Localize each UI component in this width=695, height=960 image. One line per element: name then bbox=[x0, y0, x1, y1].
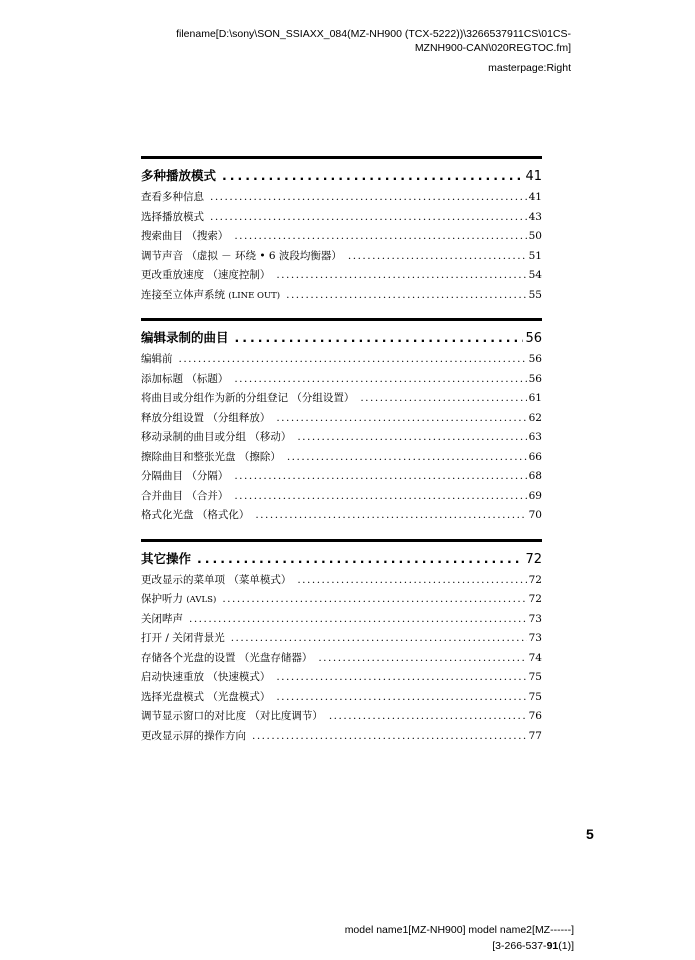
toc-entry[interactable] bbox=[141, 247, 542, 267]
toc-entry-title-part: (LINE OUT) bbox=[228, 290, 281, 301]
toc-entry-title-part: 更改重放速度 （速度控制） bbox=[141, 269, 271, 281]
header-filename bbox=[176, 27, 571, 55]
header-filename-line2: MZNH900-CAN\020REGTOC.fm] bbox=[414, 42, 571, 54]
toc-entry-title-part: 关闭哔声 bbox=[141, 612, 183, 625]
toc-entry[interactable] bbox=[141, 467, 542, 487]
toc-leader-dots bbox=[297, 571, 526, 591]
toc-entry-page: 73 bbox=[528, 632, 542, 644]
toc-entry-title bbox=[141, 571, 291, 591]
toc-leader-dots bbox=[318, 649, 526, 669]
toc-entry[interactable] bbox=[141, 487, 542, 507]
toc-entry[interactable] bbox=[141, 409, 542, 429]
toc-entry-title bbox=[141, 409, 270, 429]
toc-entry[interactable] bbox=[141, 286, 542, 306]
toc-leader-dots bbox=[297, 428, 526, 448]
toc-entry-page: 55 bbox=[528, 288, 542, 301]
toc-entry-page: 41 bbox=[528, 191, 542, 203]
toc-entry-title bbox=[141, 727, 246, 747]
footer-part-bold: 91 bbox=[546, 940, 559, 952]
toc-entry-title bbox=[141, 188, 204, 208]
toc-leader-dots bbox=[189, 610, 527, 630]
toc-entry-title-part: 搜索曲目 （搜索） bbox=[141, 230, 229, 242]
toc-entry[interactable] bbox=[141, 188, 542, 208]
header-filename-line1: filename[D:\sony\SON_SSIAXX_084(MZ-NH900 (TCX-5222))\3266537911CS\01CS- bbox=[176, 28, 571, 40]
toc-leader-dots bbox=[276, 266, 526, 286]
toc-entry-title-part: 擦除曲目和整张光盘 （擦除） bbox=[141, 450, 281, 463]
toc-entry-page: 77 bbox=[528, 729, 542, 742]
toc-heading-page: 41 bbox=[525, 169, 542, 184]
toc-entry-title-part: 移动录制的曲目或分组 （移动） bbox=[141, 431, 292, 443]
toc-entry-page: 63 bbox=[528, 431, 542, 443]
toc-entry-title bbox=[141, 610, 183, 630]
toc-heading-page: 72 bbox=[525, 551, 542, 567]
toc-leader-dots bbox=[255, 506, 526, 526]
toc-entry-page: 56 bbox=[528, 353, 542, 365]
toc-section-heading[interactable] bbox=[141, 326, 542, 350]
header-masterpage: masterpage:Right bbox=[488, 62, 571, 74]
toc-entry[interactable] bbox=[141, 571, 542, 591]
toc-entry-title-part: 更改显示屏的操作方向 bbox=[141, 729, 246, 742]
toc-entry-page: 66 bbox=[528, 450, 542, 463]
toc-entry-page: 62 bbox=[528, 411, 542, 424]
toc-entry-title bbox=[141, 467, 228, 487]
toc-entry-title bbox=[141, 370, 228, 390]
toc-entry[interactable] bbox=[141, 649, 542, 669]
toc-entry-page: 54 bbox=[528, 269, 542, 281]
toc-section bbox=[141, 539, 542, 747]
toc-heading-title: 其它操作 bbox=[141, 550, 192, 566]
toc-entry-title-part: 选择播放模式 bbox=[141, 210, 204, 223]
toc-leader-dots bbox=[276, 409, 526, 429]
toc-entry[interactable] bbox=[141, 428, 542, 448]
toc-leader-dots bbox=[197, 547, 523, 571]
toc-entry-title bbox=[141, 668, 270, 688]
toc-entry-page: 74 bbox=[528, 651, 542, 664]
toc-entry[interactable] bbox=[141, 668, 542, 688]
toc-entry-title-part: 格式化光盘 （格式化） bbox=[141, 509, 250, 521]
toc-leader-dots bbox=[348, 247, 527, 267]
footer-part-suffix: (1)] bbox=[558, 940, 574, 952]
toc-entry-title bbox=[141, 688, 270, 708]
toc-section-heading[interactable] bbox=[141, 164, 542, 188]
toc-leader-dots bbox=[234, 487, 526, 507]
toc-entry-title bbox=[141, 266, 270, 286]
toc-entry-title bbox=[141, 487, 228, 507]
toc-leader-dots bbox=[286, 286, 527, 306]
toc-entry-page: 76 bbox=[528, 710, 542, 722]
toc-entry-title-part: 选择光盘模式 （光盘模式） bbox=[141, 690, 271, 703]
toc-section bbox=[141, 156, 542, 305]
toc-entry-page: 61 bbox=[528, 392, 542, 404]
toc-entry[interactable] bbox=[141, 707, 542, 727]
toc-leader-dots bbox=[222, 164, 523, 188]
toc-entry[interactable] bbox=[141, 448, 542, 468]
toc-entry-page: 51 bbox=[528, 249, 542, 262]
toc-entry-page: 50 bbox=[528, 230, 542, 242]
toc-leader-dots bbox=[222, 590, 526, 610]
toc-entry-title-part: 查看多种信息 bbox=[141, 191, 204, 203]
toc-entry[interactable] bbox=[141, 389, 542, 409]
toc-entry-title bbox=[141, 227, 228, 247]
toc-entry[interactable] bbox=[141, 350, 542, 370]
toc-entry-title bbox=[141, 448, 281, 468]
toc-entry[interactable] bbox=[141, 227, 542, 247]
footer-part-prefix: [3-266-537- bbox=[492, 940, 547, 952]
footer-part-number bbox=[492, 939, 574, 953]
toc-entry[interactable] bbox=[141, 208, 542, 228]
toc-entry-page: 69 bbox=[528, 489, 542, 502]
toc-heading-title: 编辑录制的曲目 bbox=[141, 330, 229, 345]
toc-leader-dots bbox=[210, 208, 527, 228]
toc-leader-dots bbox=[210, 188, 527, 208]
toc-entry-title bbox=[141, 247, 342, 267]
toc-entry-title-part: 启动快速重放 （快速模式） bbox=[141, 671, 271, 683]
toc-entry-title-part: 分隔曲目 （分隔） bbox=[141, 470, 229, 482]
toc-entry-title bbox=[141, 707, 323, 727]
toc-entry-title bbox=[141, 389, 354, 409]
toc-section bbox=[141, 318, 542, 526]
toc-entry[interactable] bbox=[141, 610, 542, 630]
toc-leader-dots bbox=[231, 629, 527, 649]
toc-entry-title-part: 保护听力 bbox=[141, 593, 187, 605]
toc-leader-dots bbox=[234, 370, 526, 390]
toc-leader-dots bbox=[360, 389, 526, 409]
toc-entry-title-part: 打开 / 关闭背景光 bbox=[141, 632, 225, 644]
toc-entry-title-part: 存储各个光盘的设置 （光盘存储器） bbox=[141, 651, 313, 664]
footer-model-names: model name1[MZ-NH900] model name2[MZ------] bbox=[344, 924, 574, 936]
toc-entry[interactable] bbox=[141, 590, 542, 610]
toc-entry-page: 70 bbox=[528, 509, 542, 521]
toc-leader-dots bbox=[287, 448, 527, 468]
toc-heading-page: 56 bbox=[525, 331, 542, 346]
toc-entry-title bbox=[141, 286, 280, 306]
toc-leader-dots bbox=[329, 707, 527, 727]
toc-leader-dots bbox=[234, 227, 526, 247]
toc-entry-title bbox=[141, 590, 216, 610]
toc-leader-dots bbox=[179, 350, 527, 370]
toc-heading-title: 多种播放模式 bbox=[141, 168, 217, 183]
toc-entry-title bbox=[141, 506, 249, 526]
toc-entry-title-part: 释放分组设置 （分组释放） bbox=[141, 411, 271, 424]
toc-entry-page: 43 bbox=[528, 210, 542, 223]
toc-entry[interactable] bbox=[141, 727, 542, 747]
toc-entry-page: 75 bbox=[528, 671, 542, 683]
toc-entry[interactable] bbox=[141, 688, 542, 708]
toc-entry-title-part: 连接至立体声系统 bbox=[141, 288, 229, 301]
toc-entry-title bbox=[141, 649, 312, 669]
toc-entry-title-part: 编辑前 bbox=[141, 353, 173, 365]
toc-leader-dots bbox=[234, 467, 526, 487]
toc-entry-page: 73 bbox=[528, 612, 542, 625]
toc-entry-title bbox=[141, 428, 291, 448]
toc-leader-dots bbox=[235, 326, 524, 350]
toc-entry-title-part: 更改显示的菜单项 （菜单模式） bbox=[141, 573, 292, 586]
toc-entry-title-part: (AVLS) bbox=[186, 595, 217, 605]
toc-entry-page: 68 bbox=[528, 470, 542, 482]
toc-leader-dots bbox=[252, 727, 527, 747]
page-number: 5 bbox=[586, 826, 594, 842]
toc-entry-title bbox=[141, 208, 204, 228]
toc-leader-dots bbox=[276, 688, 526, 708]
toc-entry-title-part: 调节显示窗口的对比度 （对比度调节） bbox=[141, 710, 323, 722]
toc-entry-title bbox=[141, 629, 225, 649]
toc-entry-page: 72 bbox=[528, 573, 542, 586]
toc-entry-title-part: 添加标题 （标题） bbox=[141, 372, 229, 385]
toc-entry[interactable] bbox=[141, 266, 542, 286]
toc-entry-title bbox=[141, 350, 173, 370]
toc-entry[interactable] bbox=[141, 370, 542, 390]
toc-entry-title-part: 将曲目或分组作为新的分组登记 （分组设置） bbox=[141, 392, 355, 404]
toc-entry-page: 75 bbox=[528, 690, 542, 703]
toc-leader-dots bbox=[276, 668, 526, 688]
toc-entry-title-part: 合并曲目 （合并） bbox=[141, 489, 229, 502]
toc-entry[interactable] bbox=[141, 506, 542, 526]
toc-section-heading[interactable] bbox=[141, 547, 542, 571]
table-of-contents bbox=[141, 156, 542, 746]
toc-entry-page: 72 bbox=[528, 593, 542, 605]
toc-entry-title-part: 调节声音 （虚拟 － 环绕 • 6 波段均衡器） bbox=[141, 249, 342, 262]
toc-entry-page: 56 bbox=[528, 372, 542, 385]
toc-entry[interactable] bbox=[141, 629, 542, 649]
